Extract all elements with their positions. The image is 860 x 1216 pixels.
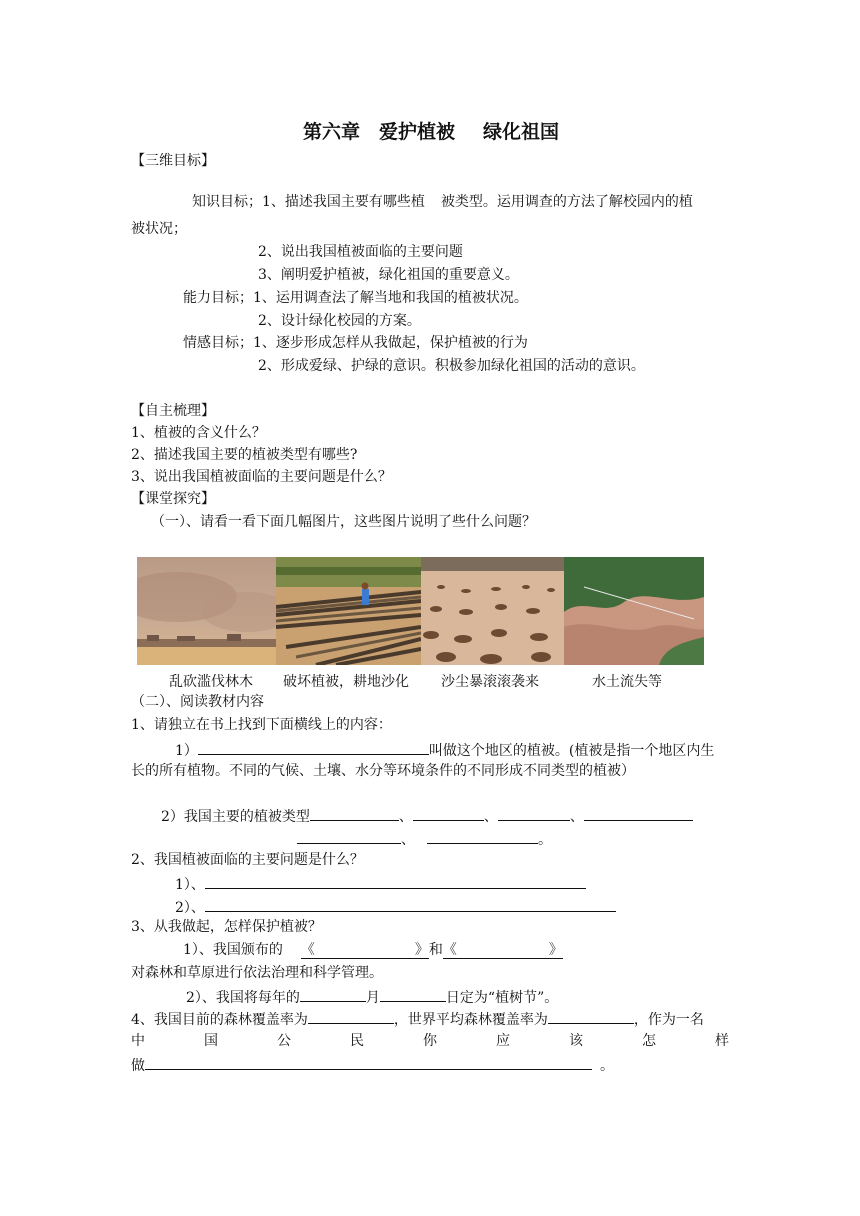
caption-sandstorm: 沙尘暴滚滚袭来 xyxy=(441,674,539,690)
comma: 、 xyxy=(483,809,498,825)
blank-veg-type-1[interactable] xyxy=(310,806,399,821)
q4-char: 中 xyxy=(131,1033,145,1049)
goal-knowledge-1b: 被类型。运用调查的方法了解校园内的植 xyxy=(440,194,693,210)
question-1: 1、请独立在书上找到下面横线上的内容： xyxy=(131,717,392,733)
comma: 、 xyxy=(398,809,413,825)
goal-ability-2: 2、设计绿化校园的方案。 xyxy=(258,313,421,329)
page-title xyxy=(303,117,559,144)
goal-knowledge-2: 2、说出我国植被面临的主要问题 xyxy=(258,244,463,260)
question-3-1 xyxy=(183,941,563,959)
blank-day[interactable] xyxy=(380,987,446,1002)
q2-2-prefix: 2）、 xyxy=(175,900,205,916)
question-1-2 xyxy=(161,806,693,826)
blank-veg-type-2[interactable] xyxy=(413,806,484,821)
period: 。 xyxy=(538,832,552,848)
bracket-open: 《 xyxy=(442,942,457,958)
section-self: 【自主梳理】 xyxy=(131,403,215,419)
question-1-1-line2: 长的所有植物。不同的气候、土壤、水分等环境条件的不同形成不同类型的植被） xyxy=(131,763,635,779)
and-text: 和 xyxy=(428,942,443,958)
question-3-1-line2: 对森林和草原进行依法治理和科学管理。 xyxy=(131,965,383,981)
blank-veg-type-4[interactable] xyxy=(584,806,693,821)
question-4-line2 xyxy=(131,1032,729,1050)
section-class: 【课堂探究】 xyxy=(131,491,215,507)
caption-erosion: 水土流失等 xyxy=(592,674,662,690)
month-text: 月 xyxy=(365,990,380,1006)
bracket-close: 》 xyxy=(414,942,429,958)
self-question-1: 1、植被的含义什么？ xyxy=(131,425,266,441)
q4-part-a: 4、我国目前的森林覆盖率为 xyxy=(131,1012,308,1028)
blank-world-forest-rate[interactable] xyxy=(548,1009,634,1024)
self-question-2: 2、描述我国主要的植被类型有哪些? xyxy=(131,447,358,463)
bracket-close: 》 xyxy=(548,942,563,958)
caption-desertify: 破坏植被，耕地沙化 xyxy=(283,674,409,690)
blank-problem-2[interactable] xyxy=(205,897,616,912)
q4-do: 做 xyxy=(131,1058,145,1074)
blank-veg-type-3[interactable] xyxy=(498,806,570,821)
blank-veg-type-5[interactable] xyxy=(297,829,401,844)
question-3: 3、从我做起，怎样保护植被？ xyxy=(131,919,322,935)
goal-knowledge-1a: 知识目标；1、描述我国主要有哪些植 xyxy=(192,194,425,210)
q4-end: 。 xyxy=(600,1058,614,1074)
bracket-open: 《 xyxy=(300,942,315,958)
goal-knowledge-3: 3、阐明爱护植被，绿化祖国的重要意义。 xyxy=(258,267,519,283)
sand-field-photo xyxy=(421,557,564,665)
blank-china-forest-rate[interactable] xyxy=(308,1009,394,1024)
question-2-2 xyxy=(175,897,616,917)
q4-part-c: ，作为一名 xyxy=(633,1012,704,1028)
blank-month[interactable] xyxy=(300,987,366,1002)
goal-emotion-1: 情感目标；1、逐步形成怎样从我做起，保护植被的行为 xyxy=(183,335,528,351)
question-4 xyxy=(131,1009,704,1029)
q1-2-prefix: 2）我国主要的植被类型 xyxy=(161,809,310,825)
question-2: 2、我国植被面临的主要问题是什么？ xyxy=(131,852,364,868)
day-text: 日定为“植树节”。 xyxy=(445,990,559,1006)
q4-char: 应 xyxy=(496,1033,510,1049)
part-1-heading: （一）、请看一看下面几幅图片，这些图片说明了些什么问题？ xyxy=(151,514,536,530)
soil-erosion-photo xyxy=(564,557,704,665)
q1-1-prefix: 1） xyxy=(175,743,198,759)
q3-2-prefix: 2）、我国将每年的 xyxy=(186,990,300,1006)
comma: 、 xyxy=(401,832,415,848)
q4-char: 民 xyxy=(350,1033,364,1049)
blank-law-2[interactable] xyxy=(443,942,563,959)
goal-knowledge-1 xyxy=(192,193,693,211)
blank-problem-1[interactable] xyxy=(205,874,586,889)
title-part2: 绿化祖国 xyxy=(483,121,560,143)
blank-vegetation-definition[interactable] xyxy=(198,740,429,755)
q4-char: 怎 xyxy=(642,1033,656,1049)
q4-char: 样 xyxy=(715,1033,729,1049)
blank-law-1[interactable] xyxy=(301,942,429,959)
q4-part-b: ，世界平均森林覆盖率为 xyxy=(393,1012,548,1028)
comma: 、 xyxy=(569,809,584,825)
section-goals: 【三维目标】 xyxy=(131,153,215,169)
blank-citizen-action[interactable] xyxy=(145,1055,592,1070)
goal-ability-1: 能力目标；1、运用调查法了解当地和我国的植被状况。 xyxy=(183,290,528,306)
deforestation-photo xyxy=(276,557,421,665)
question-3-2 xyxy=(186,987,558,1007)
q2-1-prefix: 1）、 xyxy=(175,877,205,893)
sandstorm-photo xyxy=(137,557,276,665)
goal-knowledge-1c: 被状况； xyxy=(131,221,187,237)
q4-char: 你 xyxy=(423,1033,437,1049)
goal-emotion-2: 2、形成爱绿、护绿的意识。积极参加绿化祖国的活动的意识。 xyxy=(258,358,645,374)
question-1-1 xyxy=(175,740,714,760)
q4-char: 公 xyxy=(277,1033,291,1049)
q4-char: 该 xyxy=(569,1033,583,1049)
caption-deforest: 乱砍滥伐林木 xyxy=(169,674,253,690)
question-1-2-line2 xyxy=(297,829,552,849)
q3-1-prefix: 1）、我国颁布的 xyxy=(183,942,283,958)
title-part1: 第六章 爱护植被 xyxy=(303,121,456,143)
self-question-3: 3、说出我国植被面临的主要问题是什么？ xyxy=(131,469,392,485)
question-2-1 xyxy=(175,874,586,894)
part-2-heading: （二）、阅读教材内容 xyxy=(131,694,264,710)
question-4-line3 xyxy=(131,1055,614,1075)
q4-char: 国 xyxy=(204,1033,218,1049)
blank-veg-type-6[interactable] xyxy=(427,829,538,844)
q1-1-suffix: 叫做这个地区的植被。(植被是指一个地区内生 xyxy=(428,743,715,759)
